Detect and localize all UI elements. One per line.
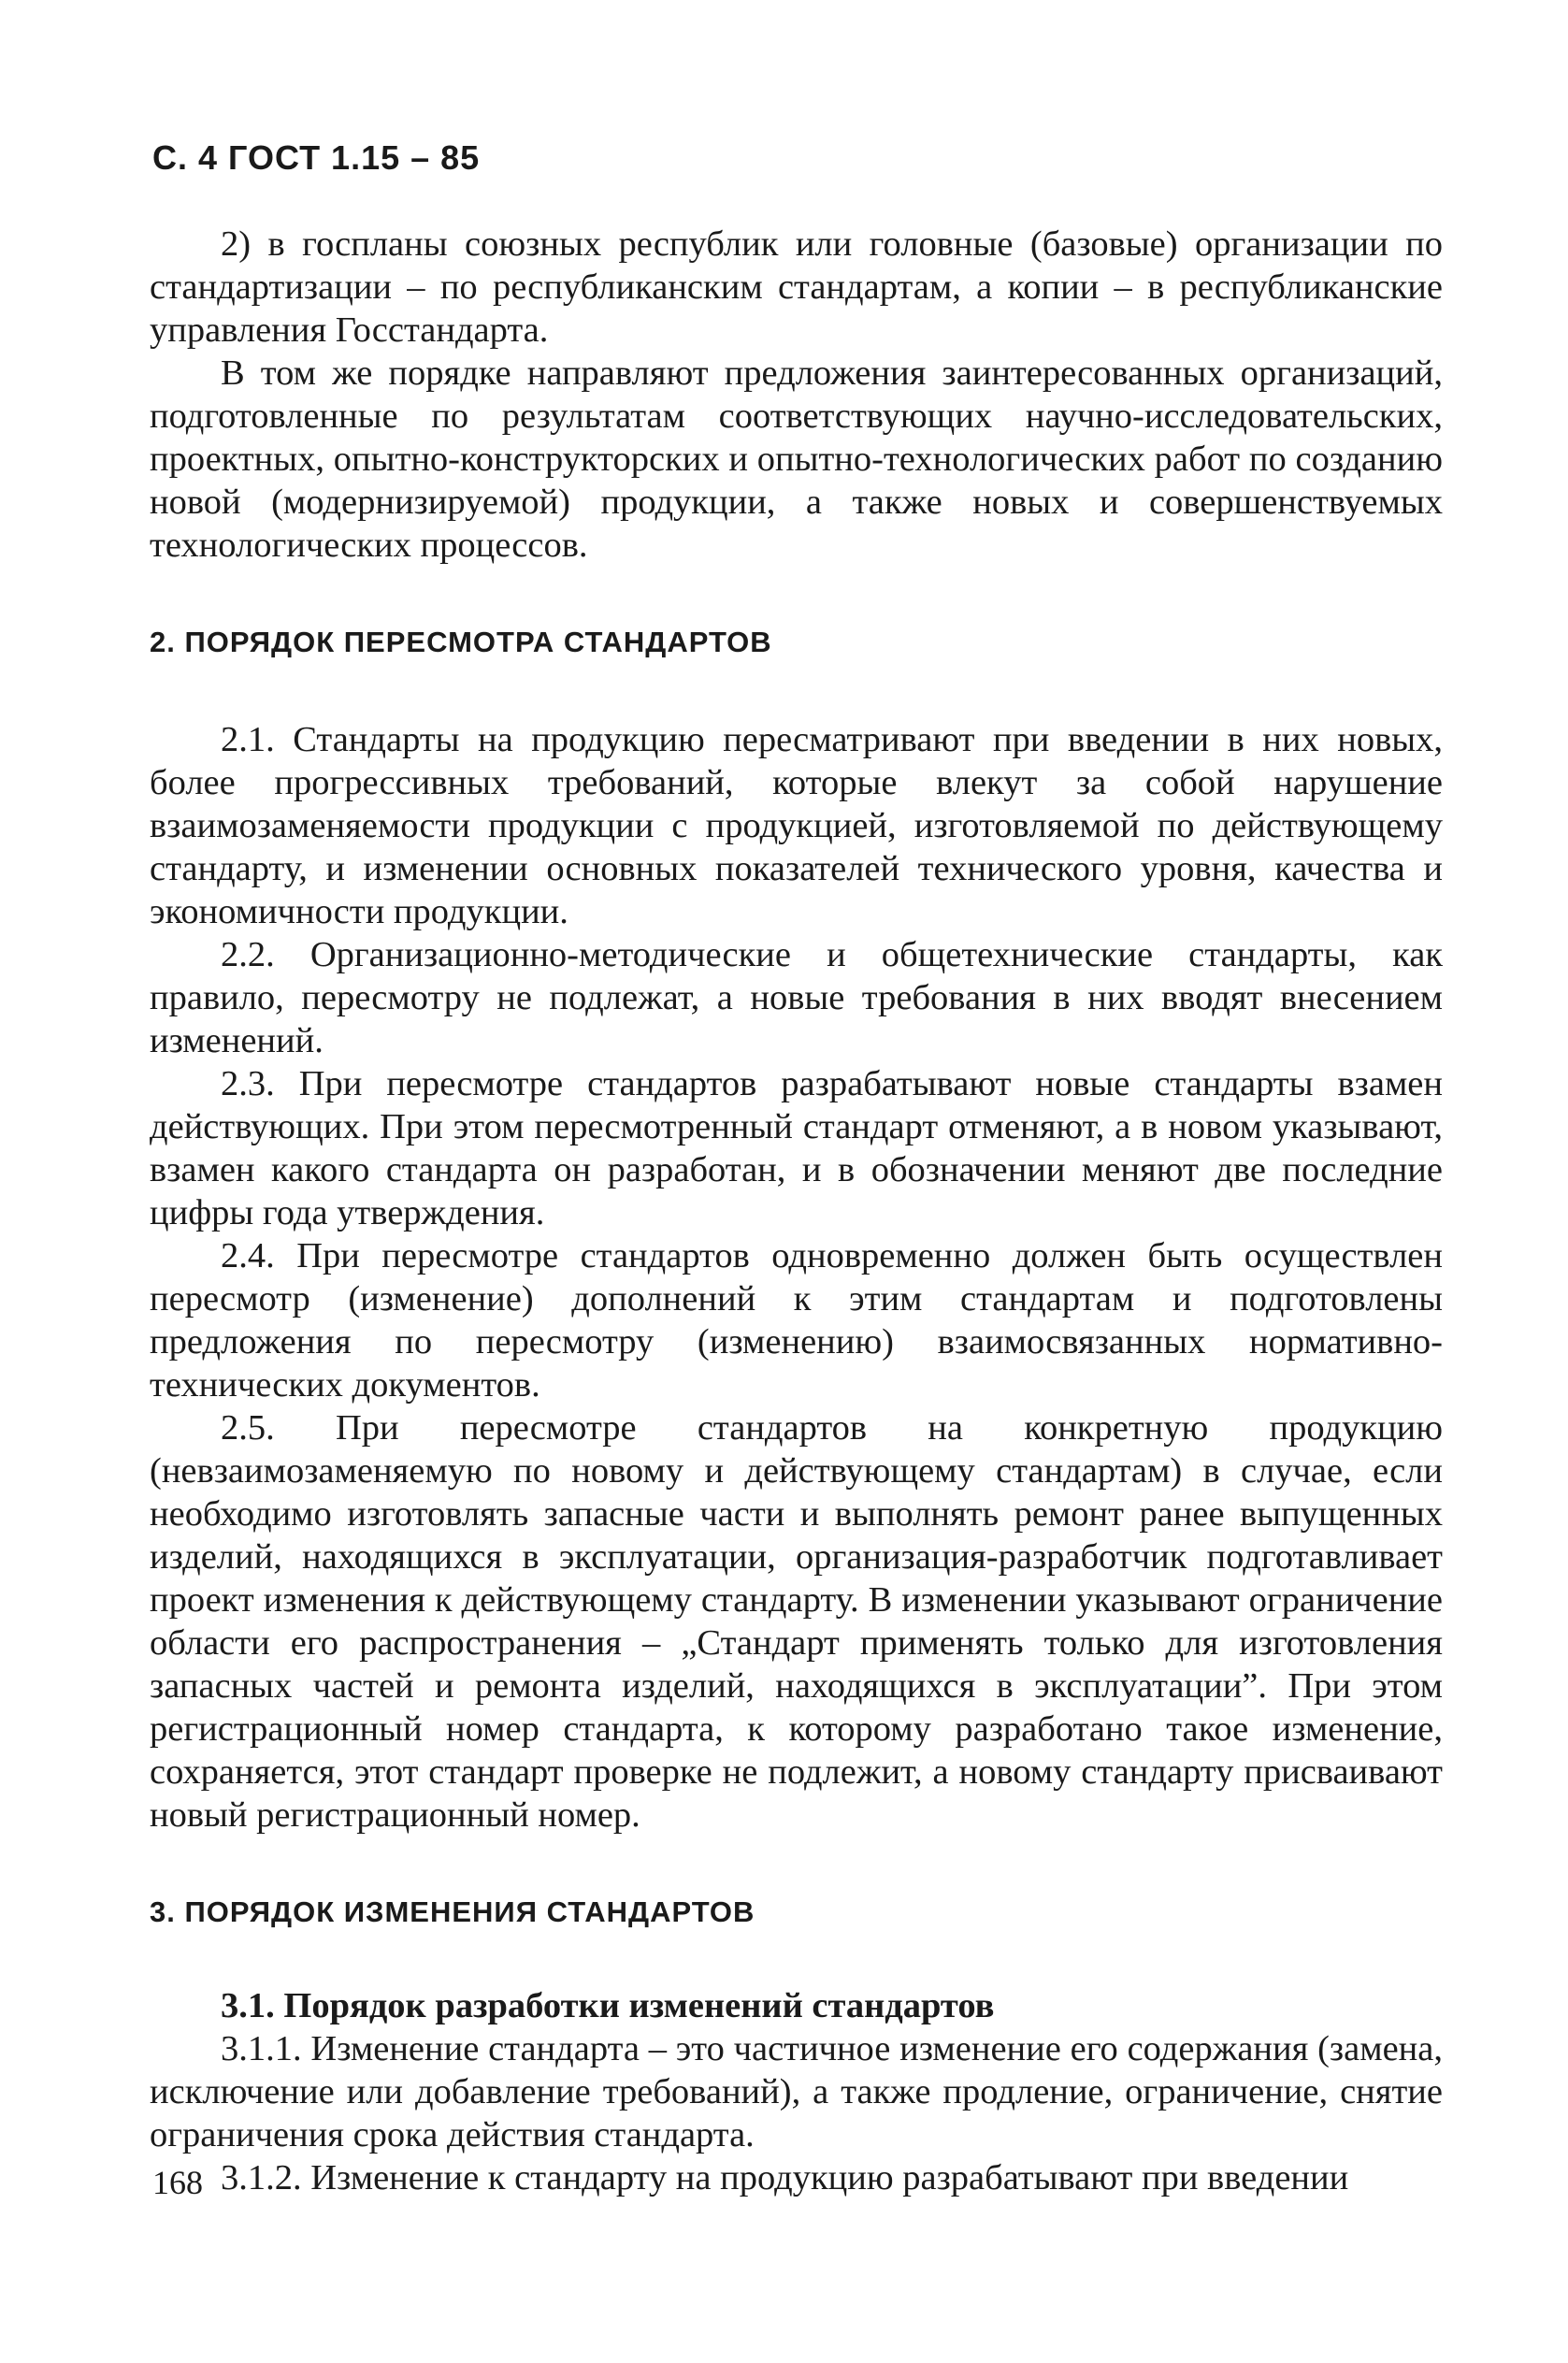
paragraph-2-5: 2.5. При пересмотре стандартов на конкретную продукцию (невзаимозаменяемую по новому и действующему стандартам) в случае, если необходимо изготовлять запасные части и выполнять ремонт ранее выпущенных изделий, находящихся в эксплуатации, организация-разработчик подготавливает проект изменения к действующему стандарту. В изменении указывают ограничение области его распространения – „Стандарт применять только для изготовления запасных частей и ремонта изделий, находящихся в эксплуатации”. При этом регистрационный номер стандарта, к которому разработано такое изменение, сохраняется, этот стандарт проверке не подлежит, а новому стандарту присваивают новый регистрационный номер. (150, 1408, 1443, 1835)
subsection-3-1-heading: 3.1. Порядок разработки изменений стандартов (221, 1986, 995, 2025)
paragraph-2-2: 2.2. Организационно-методические и общетехнические стандарты, как правило, пересмотру не подлежат, а новые требования в них вводят внесением изменений. (150, 935, 1443, 1060)
paragraph-2-4: 2.4. При пересмотре стандартов одновременно должен быть осуществлен пересмотр (изменение) дополнений к этим стандартам и подготовлены предложения по пересмотру (изменению) взаимосвязанных нормативно-технических документов. (150, 1236, 1443, 1405)
running-head: С. 4 ГОСТ 1.15 – 85 (152, 138, 481, 177)
page-number: 168 (152, 2164, 203, 2201)
paragraph-3-1-2: 3.1.2. Изменение к стандарту на продукцию разрабатывают при введении (221, 2158, 1349, 2197)
section-2-heading: 2. ПОРЯДОК ПЕРЕСМОТРА СТАНДАРТОВ (150, 626, 772, 658)
paragraph-2-1: 2.1. Стандарты на продукцию пересматривают при введении в них новых, более прогрессивных требований, которые влекут за собой нарушение взаимозаменяемости продукции с продукцией, изготовляемой по действующему стандарту, и изменении основных показателей технического уровня, качества и экономичности продукции. (150, 720, 1443, 931)
paragraph-3-1-1: 3.1.1. Изменение стандарта – это частичное изменение его содержания (замена, исключение или добавление требований), а также продление, ограничение, снятие ограничения срока действия стандарта. (150, 2029, 1443, 2154)
paragraph-2-3: 2.3. При пересмотре стандартов разрабатывают новые стандарты взамен действующих. При этом пересмотренный стандарт отменяют, а в новом указывают, взамен какого стандарта он разработан, и в обозначении меняют две последние цифры года утверждения. (150, 1064, 1443, 1232)
paragraph-intro-2: 2) в госпланы союзных республик или головные (базовые) организации по стандартизации – по республиканским стандартам, а копии – в республиканские управления Госстандарта. (150, 224, 1443, 350)
paragraph-intro-same-order: В том же порядке направляют предложения заинтересованных организаций, подготовленные по результатам соответствующих научно-исследовательских, проектных, опытно-конструкторских и опытно-технологических работ по созданию новой (модернизируемой) продукции, а также новых и совершенствуемых технологических процессов. (150, 353, 1443, 565)
section-3-heading: 3. ПОРЯДОК ИЗМЕНЕНИЯ СТАНДАРТОВ (150, 1895, 755, 1928)
body-text (150, 223, 1443, 2199)
